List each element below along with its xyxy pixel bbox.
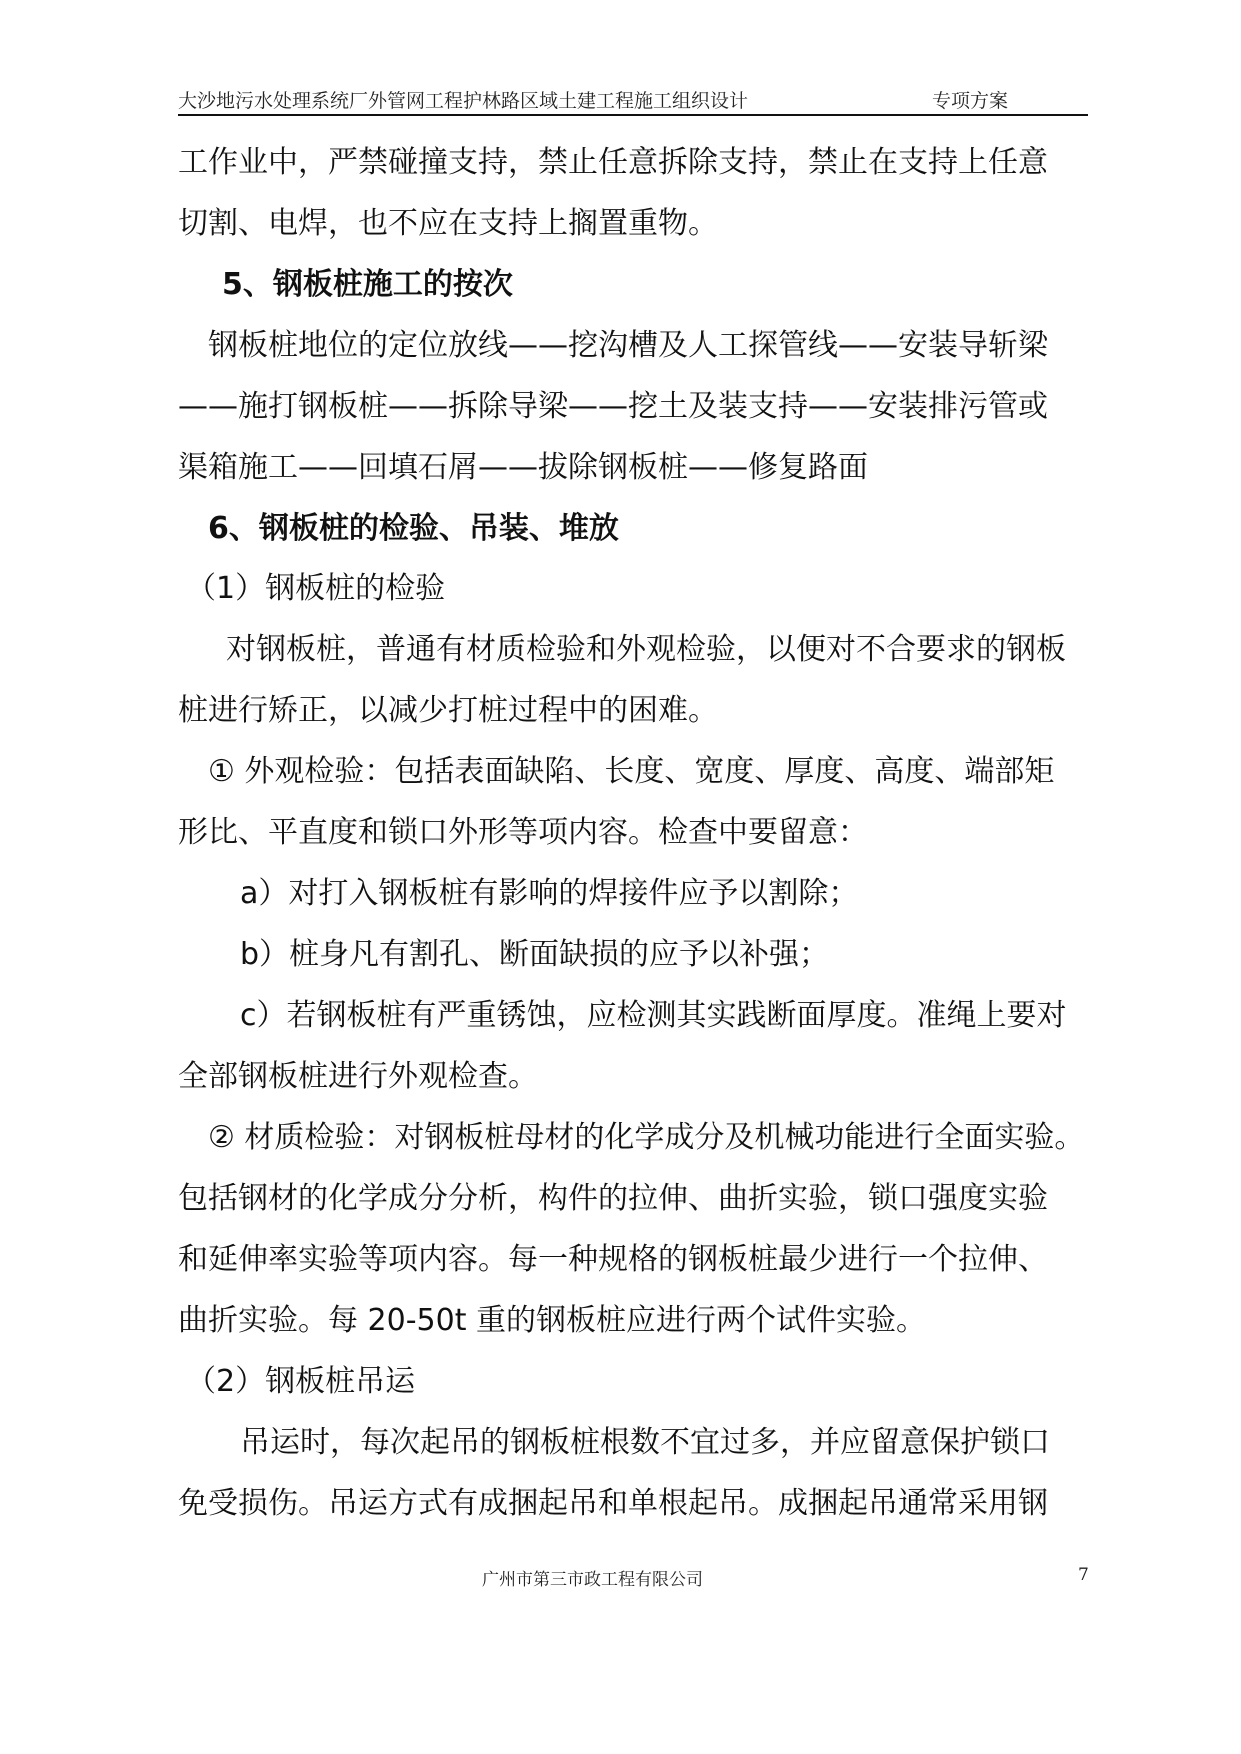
list-item: c）若钢板桩有严重锈蚀，应检测其实践断面厚度。准绳上要对 [240, 998, 1067, 1033]
body-line: 和延伸率实验等项内容。每一种规格的钢板桩最少进行一个拉伸、 [178, 1242, 1048, 1277]
header-title: 大沙地污水处理系统厂外管网工程护林路区域土建工程施工组织设计 [178, 90, 749, 112]
body-line: ——施打钢板桩——拆除导梁——挖土及装支持——安装排污管或 [178, 389, 1048, 424]
body-line: ① 外观检验：包括表面缺陷、长度、宽度、厚度、高度、端部矩 [208, 754, 1055, 789]
body-line: 吊运时，每次起吊的钢板桩根数不宜过多，并应留意保护锁口 [240, 1425, 1050, 1460]
body-line: 对钢板桩，普通有材质检验和外观检验，以便对不合要求的钢板 [226, 632, 1066, 667]
page-header [178, 86, 1088, 116]
body-line: 工作业中，严禁碰撞支持，禁止任意拆除支持，禁止在支持上任意 [178, 145, 1048, 180]
body-line: 形比、平直度和锁口外形等项内容。检查中要留意： [178, 815, 868, 850]
body-line: 曲折实验。每 20-50t 重的钢板桩应进行两个试件实验。 [178, 1303, 927, 1338]
page-number: 7 [1078, 1565, 1089, 1585]
header-divider [178, 114, 1088, 116]
section-heading: 6、钢板桩的检验、吊装、堆放 [208, 511, 619, 546]
section-heading: 5、钢板桩施工的按次 [222, 267, 513, 302]
subsection-heading: （1）钢板桩的检验 [186, 571, 446, 606]
body-line: 免受损伤。吊运方式有成捆起吊和单根起吊。成捆起吊通常采用钢 [178, 1486, 1048, 1521]
body-line: 切割、电焊，也不应在支持上搁置重物。 [178, 206, 718, 241]
body-line: 钢板桩地位的定位放线——挖沟槽及人工探管线——安装导斩梁 [208, 328, 1048, 363]
body-line: 桩进行矫正，以减少打桩过程中的困难。 [178, 693, 718, 728]
list-item: a）对打入钢板桩有影响的焊接件应予以割除； [240, 876, 859, 911]
body-line: 包括钢材的化学成分分析，构件的拉伸、曲折实验，锁口强度实验 [178, 1181, 1048, 1216]
list-item: b）桩身凡有割孔、断面缺损的应予以补强； [240, 937, 830, 972]
body-line: ② 材质检验：对钢板桩母材的化学成分及机械功能进行全面实验。 [208, 1120, 1085, 1155]
subsection-heading: （2）钢板桩吊运 [186, 1364, 416, 1399]
body-line: 渠箱施工——回填石屑——拔除钢板桩——修复路面 [178, 450, 868, 485]
footer-company: 广州市第三市政工程有限公司 [482, 1570, 703, 1590]
header-tag: 专项方案 [932, 90, 1009, 112]
body-line: 全部钢板桩进行外观检查。 [178, 1059, 538, 1094]
